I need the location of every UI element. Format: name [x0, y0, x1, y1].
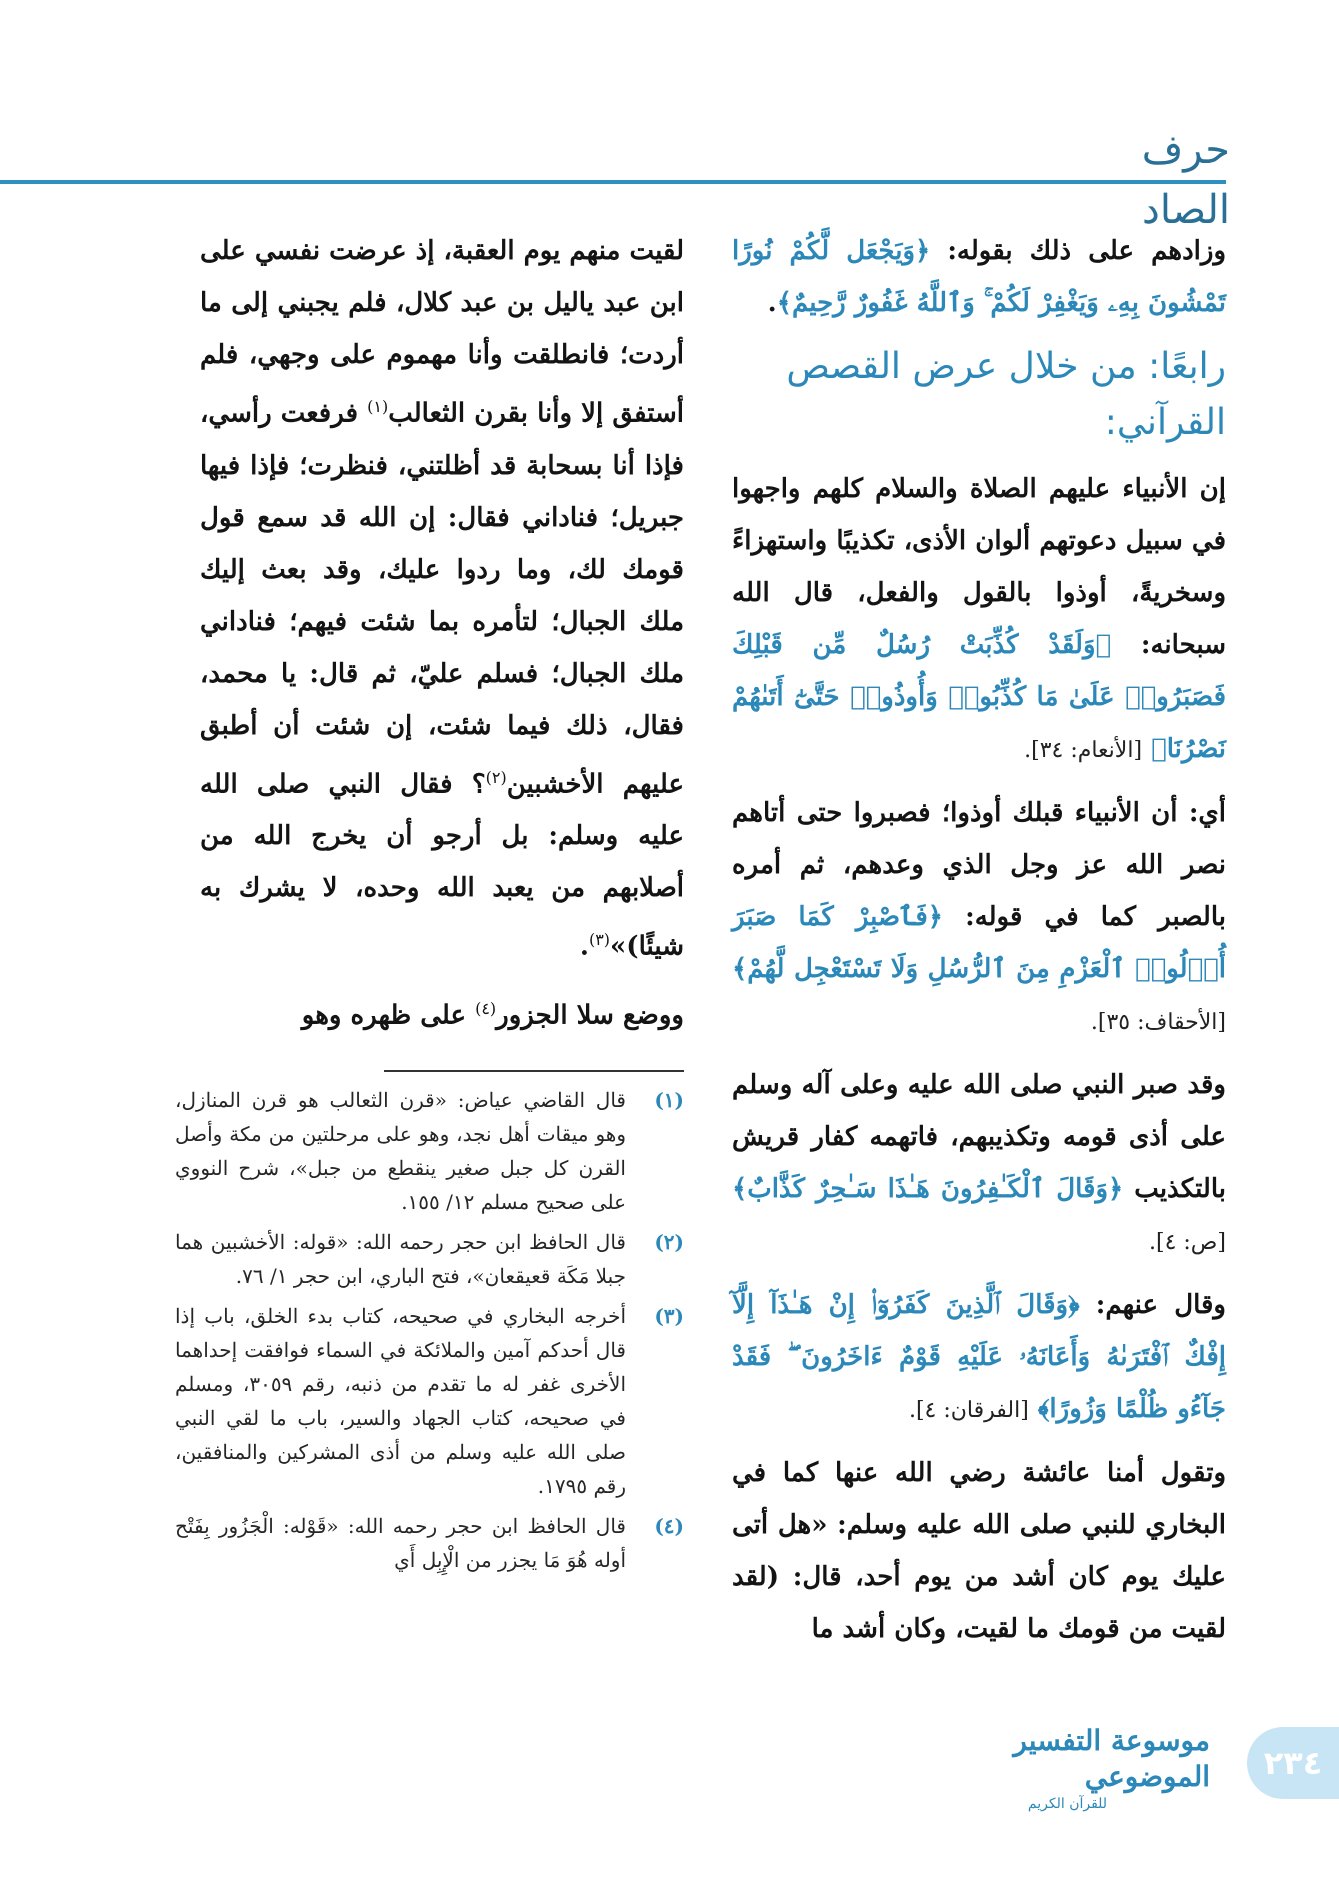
body-text: وزادهم على ذلك بقوله: [930, 236, 1226, 266]
paragraph [200, 983, 684, 1042]
footnote [175, 1299, 684, 1503]
footnote-ref[interactable]: (١) [367, 397, 389, 416]
paragraph [732, 463, 1226, 777]
footnote-number: (٢) [654, 1230, 684, 1254]
body-text: ؟ فقال النبي صلى الله عليه وسلم: بل أرجو أن يخرج الله من أصلابهم من يعبد الله وحده، لا يشرك به شيئًا)» [200, 769, 684, 962]
body-text: وقد صبر النبي صلى الله عليه وعلى آله وسلم على أذى قومه وتكذيبهم، فاتهمه كفار قريش بالتكذيب [732, 1070, 1226, 1204]
quran-verse: ﴿وَلَقَدْ كُذِّبَتْ رُسُلٌ مِّن قَبْلِكَ فَصَبَرُوا۟ عَلَىٰ مَا كُذِّبُوا۟ وَأُوذُوا۟ حَتَّىٰٓ أَتَىٰهُمْ نَصْرُنَا﴾ [732, 630, 1226, 764]
right-column [732, 225, 1226, 1665]
body-text: لقيت منهم يوم العقبة، إذ عرضت نفسي على ابن عبد ياليل بن عبد كلال، فلم يجبني إلى ما أردت؛ فانطلقت وأنا مهموم على وجهي، فلم أستفق إلا وأنا بقرن الثعالب [200, 236, 685, 429]
body-text: وقال عنهم: [1079, 1290, 1226, 1320]
logo-sub-text: للقرآن الكريم [1027, 1795, 1108, 1812]
paragraph [732, 1279, 1226, 1437]
body-text: وتقول أمنا عائشة رضي الله عنها كما في البخاري للنبي صلى الله عليه وسلم: «هل أتى عليك يوم كان أشد من يوم أحد، قال: (لقد لقيت من قومك ما لقيت، وكان أشد ما [732, 1458, 1226, 1644]
footnote [175, 1509, 684, 1577]
paragraph [732, 787, 1226, 1049]
verse-reference: [الأحقاف: ٣٥]. [1090, 1010, 1226, 1035]
footnote-ref[interactable]: (٣) [588, 930, 611, 950]
quran-verse: ﴿فَٱصْبِرْ كَمَا صَبَرَ أُو۟لُوا۟ ٱلْعَزْمِ مِنَ ٱلرُّسُلِ وَلَا تَسْتَعْجِل لَّهُمْ﴾ [732, 902, 1226, 984]
verse-reference: [الأنعام: ٣٤]. [1024, 738, 1143, 763]
section-heading: رابعًا: من خلال عرض القصص القرآني: [786, 346, 1226, 443]
body-text: فرفعت رأسي، فإذا أنا بسحابة قد أظلتني، فنظرت؛ فإذا فيها جبريل؛ فناداني فقال: إن الله قد سمع قول قومك لك، وما ردوا عليك، وقد بعث إليك ملك الجبال؛ لتأمره بما شئت فيهم؛ فناداني ملك الجبال؛ فسلم عليّ، ثم قال: يا محمد، فقال، ذلك فيما شئت، إن شئت أن أطبق عليهم الأخشبين [200, 398, 684, 800]
quran-verse: ﴿وَقَالَ ٱلْكَـٰفِرُونَ هَـٰذَا سَـٰحِرٌ كَذَّابٌ﴾ [732, 1174, 1124, 1204]
footnotes-section [175, 1083, 684, 1583]
quran-verse: ﴿وَيَجْعَل لَّكُمْ نُورًا تَمْشُونَ بِهِۦ وَيَغْفِرْ لَكُمْ ۚ وَٱللَّهُ غَفُورٌ رَّحِيمٌ﴾ [732, 236, 1226, 318]
paragraph [732, 1059, 1226, 1269]
body-text: إن الأنبياء عليهم الصلاة والسلام كلهم واجهوا في سبيل دعوتهم ألوان الأذى، تكذيبًا واستهزاءً وسخريةً، أوذوا بالقول والفعل، قال الله سبحانه: [732, 474, 1226, 660]
footnote-text: أخرجه البخاري في صحيحه، كتاب بدء الخلق، باب إذا قال أحدكم آمين والملائكة في السماء فوافقت إحداهما الأخرى غفر له ما تقدم من ذنبه، رقم ٣٠٥٩، ومسلم في صحيحه، كتاب الجهاد والسير، باب ما لقي النبي صلى الله عليه وسلم من أذى المشركين والمنافقين، رقم ١٧٩٥. [175, 1304, 626, 1498]
body-text: على ظهره وهو [301, 1000, 476, 1031]
footnote-divider [384, 1070, 684, 1072]
footnote-number: (١) [654, 1088, 684, 1112]
footnote-ref[interactable]: (٢) [485, 767, 507, 787]
left-column [200, 225, 684, 1052]
quran-verse: ﴿وَقَالَ ٱلَّذِينَ كَفَرُوٓا۟ إِنْ هَـٰذَآ إِلَّآ إِفْكٌ ٱفْتَرَىٰهُ وَأَعَانَهُۥ عَلَيْهِ قَوْمٌ ءَاخَرُونَ ۖ فَقَدْ جَآءُو ظُلْمًا وَزُورًا﴾ [732, 1290, 1226, 1424]
footnote [175, 1083, 684, 1219]
footnote-text: قال القاضي عياض: «قرن الثعالب هو قرن المنازل، وهو ميقات أهل نجد، وهو على مرحلتين من مكة وأصل القرن كل جبل صغير ينقطع من جبل»، شرح النووي على صحيح مسلم ١٢/ ١٥٥. [175, 1088, 626, 1214]
paragraph [200, 225, 684, 973]
header-divider [0, 180, 1226, 184]
paragraph [732, 1447, 1226, 1655]
page-header-title: حرف الصاد [1141, 127, 1230, 233]
logo-main-text: موسوعة التفسير الموضوعي [1013, 1723, 1210, 1793]
encyclopedia-logo [925, 1723, 1210, 1812]
body-text: أي: أن الأنبياء قبلك أوذوا؛ فصبروا حتى أتاهم نصر الله عز وجل الذي وعدهم، ثم أمره بالصبر كما في قوله: [732, 798, 1226, 932]
body-text: . [767, 288, 777, 318]
footnote-text: قال الحافظ ابن حجر رحمه الله: «قوله: الأخشبين هما جبلا مَكَة قعيقعان»، فتح الباري، ابن حجر ١/ ٧٦. [175, 1230, 626, 1288]
verse-reference: [ص: ٤]. [1149, 1230, 1226, 1255]
verse-reference: [الفرقان: ٤]. [908, 1398, 1029, 1423]
paragraph [732, 225, 1226, 329]
page-number: ٢٣٤ [1247, 1727, 1339, 1799]
footnote-ref[interactable]: (٤) [475, 998, 497, 1018]
footnote-number: (٣) [654, 1304, 684, 1328]
footnote [175, 1225, 684, 1293]
body-text: . [579, 931, 589, 962]
footnote-text: قال الحافظ ابن حجر رحمه الله: «قَوْله: الْجَزُور بِفَتْح أوله هُوَ مَا يجزر من الْإِبِل أَي [175, 1514, 626, 1572]
body-text: ووضع سلا الجزور [496, 1000, 684, 1031]
footnote-number: (٤) [654, 1514, 684, 1538]
